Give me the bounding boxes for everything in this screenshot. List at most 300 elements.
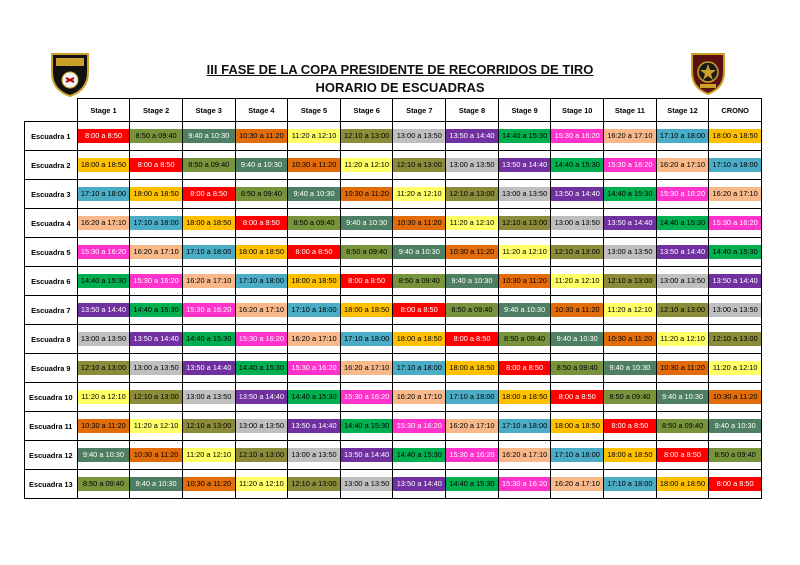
time-slot: 15:30 a 16:20 [236,332,288,346]
time-slot: 10:30 a 11:20 [130,448,182,462]
time-slot: 10:30 a 11:20 [288,158,340,172]
table-row [25,383,762,412]
schedule-cell [235,180,288,209]
time-slot: 13:50 a 14:40 [709,274,761,288]
time-slot: 13:00 a 13:50 [78,332,130,346]
schedule-cell [709,296,762,325]
time-slot: 10:30 a 11:20 [236,129,288,143]
schedule-cell [340,325,393,354]
schedule-cell [340,354,393,383]
time-slot: 18:00 a 18:50 [78,158,130,172]
time-slot: 8:50 a 09:40 [183,158,235,172]
column-header: Stage 10 [551,99,604,122]
time-slot: 8:00 a 8:50 [236,216,288,230]
schedule-cell [340,412,393,441]
schedule-cell [130,325,183,354]
time-slot: 16:20 a 17:10 [393,390,445,404]
column-header: Stage 1 [77,99,130,122]
table-row [25,470,762,499]
time-slot: 17:10 a 18:00 [341,332,393,346]
time-slot: 8:00 a 8:50 [709,477,761,491]
schedule-cell [393,441,446,470]
schedule-cell [130,441,183,470]
time-slot: 8:50 a 09:40 [446,303,498,317]
schedule-cell [604,441,657,470]
schedule-cell [446,441,499,470]
schedule-cell [182,151,235,180]
schedule-cell [551,325,604,354]
time-slot: 8:00 a 8:50 [604,419,656,433]
column-header: Stage 7 [393,99,446,122]
time-slot: 17:10 a 18:00 [709,158,761,172]
schedule-cell [182,209,235,238]
time-slot: 8:00 a 8:50 [78,129,130,143]
schedule-cell [709,325,762,354]
time-slot: 16:20 a 17:10 [183,274,235,288]
schedule-cell [656,151,709,180]
time-slot: 17:10 a 18:00 [288,303,340,317]
schedule-cell [288,267,341,296]
time-slot: 17:10 a 18:00 [604,477,656,491]
schedule-cell [551,209,604,238]
schedule-cell [656,122,709,151]
time-slot: 9:40 a 10:30 [78,448,130,462]
time-slot: 12:10 a 13:00 [604,274,656,288]
time-slot: 8:50 a 09:40 [604,390,656,404]
time-slot: 12:10 a 13:00 [657,303,709,317]
schedule-cell [604,470,657,499]
column-header: Stage 3 [182,99,235,122]
schedule-cell [288,383,341,412]
time-slot: 16:20 a 17:10 [446,419,498,433]
schedule-cell [656,238,709,267]
schedule-cell [498,151,551,180]
squad-label: Escuadra 4 [25,209,78,238]
time-slot: 12:10 a 13:00 [499,216,551,230]
time-slot: 14:40 a 15:30 [288,390,340,404]
table-row [25,267,762,296]
schedule-cell [604,209,657,238]
schedule-cell [551,383,604,412]
schedule-cell [551,180,604,209]
schedule-cell [393,180,446,209]
schedule-cell [393,267,446,296]
schedule-cell [182,470,235,499]
time-slot: 10:30 a 11:20 [709,390,761,404]
time-slot: 13:00 a 13:50 [446,158,498,172]
time-slot: 9:40 a 10:30 [499,303,551,317]
time-slot: 8:00 a 8:50 [183,187,235,201]
time-slot: 17:10 a 18:00 [183,245,235,259]
schedule-cell [182,122,235,151]
schedule-cell [288,325,341,354]
time-slot: 13:50 a 14:40 [604,216,656,230]
time-slot: 17:10 a 18:00 [499,419,551,433]
schedule-cell [656,296,709,325]
time-slot: 13:50 a 14:40 [446,129,498,143]
time-slot: 11:20 a 12:10 [288,129,340,143]
time-slot: 12:10 a 13:00 [78,361,130,375]
schedule-cell [656,383,709,412]
time-slot: 8:50 a 09:40 [709,448,761,462]
time-slot: 12:10 a 13:00 [236,448,288,462]
time-slot: 16:20 a 17:10 [604,129,656,143]
schedule-cell [656,441,709,470]
schedule-cell [340,180,393,209]
schedule-cell [604,151,657,180]
schedule-cell [446,325,499,354]
time-slot: 13:00 a 13:50 [393,129,445,143]
schedule-cell [709,238,762,267]
time-slot: 14:40 a 15:30 [130,303,182,317]
schedule-cell [709,180,762,209]
schedule-cell [77,267,130,296]
schedule-cell [446,209,499,238]
schedule-cell [498,441,551,470]
schedule-cell [604,383,657,412]
schedule-cell [709,122,762,151]
time-slot: 16:20 a 17:10 [341,361,393,375]
time-slot: 15:30 a 16:20 [393,419,445,433]
schedule-cell [551,151,604,180]
schedule-cell [709,354,762,383]
time-slot: 18:00 a 18:50 [499,390,551,404]
schedule-cell [446,122,499,151]
time-slot: 10:30 a 11:20 [499,274,551,288]
schedule-cell [235,354,288,383]
time-slot: 14:40 a 15:30 [551,158,603,172]
time-slot: 16:20 a 17:10 [657,158,709,172]
schedule-cell [235,122,288,151]
time-slot: 13:00 a 13:50 [551,216,603,230]
time-slot: 11:20 a 12:10 [551,274,603,288]
time-slot: 13:00 a 13:50 [499,187,551,201]
time-slot: 13:50 a 14:40 [130,332,182,346]
schedule-cell [498,296,551,325]
schedule-cell [182,354,235,383]
time-slot: 9:40 a 10:30 [657,390,709,404]
squad-label: Escuadra 13 [25,470,78,499]
time-slot: 14:40 a 15:30 [709,245,761,259]
schedule-cell [130,470,183,499]
schedule-cell [182,267,235,296]
table-row [25,122,762,151]
schedule-cell [656,180,709,209]
squad-label: Escuadra 9 [25,354,78,383]
schedule-cell [498,238,551,267]
column-header: Stage 12 [656,99,709,122]
schedule-cell [393,470,446,499]
table-row [25,354,762,383]
schedule-cell [446,296,499,325]
schedule-cell [709,151,762,180]
schedule-cell [235,383,288,412]
time-slot: 13:00 a 13:50 [183,390,235,404]
time-slot: 13:50 a 14:40 [551,187,603,201]
column-header: Stage 5 [288,99,341,122]
squad-label: Escuadra 1 [25,122,78,151]
time-slot: 13:00 a 13:50 [130,361,182,375]
schedule-cell [340,441,393,470]
schedule-cell [393,209,446,238]
schedule-cell [709,267,762,296]
schedule-cell [340,296,393,325]
time-slot: 9:40 a 10:30 [709,419,761,433]
time-slot: 13:50 a 14:40 [341,448,393,462]
time-slot: 8:00 a 8:50 [657,448,709,462]
time-slot: 15:30 a 16:20 [604,158,656,172]
time-slot: 13:50 a 14:40 [393,477,445,491]
time-slot: 11:20 a 12:10 [130,419,182,433]
schedule-cell [498,354,551,383]
time-slot: 10:30 a 11:20 [657,361,709,375]
schedule-cell [130,383,183,412]
schedule-cell [288,296,341,325]
schedule-cell [551,470,604,499]
schedule-cell [656,209,709,238]
schedule-cell [551,412,604,441]
schedule-cell [393,325,446,354]
time-slot: 15:30 a 16:20 [183,303,235,317]
time-slot: 18:00 a 18:50 [709,129,761,143]
schedule-cell [498,267,551,296]
time-slot: 18:00 a 18:50 [393,332,445,346]
schedule-cell [77,354,130,383]
column-header: Stage 9 [498,99,551,122]
time-slot: 13:00 a 13:50 [288,448,340,462]
schedule-cell [288,354,341,383]
time-slot: 10:30 a 11:20 [78,419,130,433]
time-slot: 13:50 a 14:40 [499,158,551,172]
schedule-cell [393,383,446,412]
table-row [25,441,762,470]
time-slot: 12:10 a 13:00 [183,419,235,433]
time-slot: 15:30 a 16:20 [130,274,182,288]
schedule-cell [393,412,446,441]
time-slot: 11:20 a 12:10 [446,216,498,230]
schedule-body [25,122,762,499]
time-slot: 8:50 a 09:40 [393,274,445,288]
schedule-cell [77,470,130,499]
schedule-cell [130,267,183,296]
schedule-cell [235,267,288,296]
time-slot: 11:20 a 12:10 [709,361,761,375]
time-slot: 17:10 a 18:00 [446,390,498,404]
squad-label: Escuadra 2 [25,151,78,180]
time-slot: 14:40 a 15:30 [393,448,445,462]
time-slot: 9:40 a 10:30 [130,477,182,491]
time-slot: 18:00 a 18:50 [183,216,235,230]
schedule-cell [77,383,130,412]
schedule-cell [235,325,288,354]
time-slot: 13:50 a 14:40 [78,303,130,317]
time-slot: 18:00 a 18:50 [551,419,603,433]
table-row [25,151,762,180]
schedule-cell [77,296,130,325]
schedule-cell [182,180,235,209]
table-row [25,180,762,209]
time-slot: 15:30 a 16:20 [709,216,761,230]
schedule-cell [709,209,762,238]
page-subtitle: HORARIO DE ESCUADRAS [315,80,485,95]
schedule-cell [340,238,393,267]
time-slot: 18:00 a 18:50 [657,477,709,491]
time-slot: 8:50 a 09:40 [288,216,340,230]
schedule-cell [235,238,288,267]
time-slot: 8:00 a 8:50 [551,390,603,404]
schedule-cell [130,354,183,383]
time-slot: 11:20 a 12:10 [499,245,551,259]
schedule-cell [182,412,235,441]
time-slot: 14:40 a 15:30 [604,187,656,201]
time-slot: 11:20 a 12:10 [341,158,393,172]
time-slot: 13:00 a 13:50 [709,303,761,317]
schedule-cell [340,151,393,180]
squad-label: Escuadra 12 [25,441,78,470]
schedule-cell [235,470,288,499]
schedule-cell [77,209,130,238]
time-slot: 18:00 a 18:50 [604,448,656,462]
schedule-cell [340,267,393,296]
schedule-cell [551,238,604,267]
schedule-cell [77,238,130,267]
schedule-cell [446,470,499,499]
schedule-cell [498,325,551,354]
schedule-cell [656,412,709,441]
schedule-cell [77,441,130,470]
time-slot: 8:00 a 8:50 [446,332,498,346]
time-slot: 14:40 a 15:30 [499,129,551,143]
schedule-cell [130,122,183,151]
schedule-cell [130,296,183,325]
schedule-cell [604,296,657,325]
time-slot: 17:10 a 18:00 [657,129,709,143]
time-slot: 18:00 a 18:50 [446,361,498,375]
schedule-cell [604,122,657,151]
time-slot: 17:10 a 18:00 [393,361,445,375]
schedule-cell [77,325,130,354]
time-slot: 15:30 a 16:20 [446,448,498,462]
time-slot: 16:20 a 17:10 [709,187,761,201]
time-slot: 8:00 a 8:50 [499,361,551,375]
time-slot: 12:10 a 13:00 [709,332,761,346]
time-slot: 13:50 a 14:40 [183,361,235,375]
schedule-cell [77,412,130,441]
time-slot: 10:30 a 11:20 [604,332,656,346]
schedule-cell [656,470,709,499]
time-slot: 16:20 a 17:10 [130,245,182,259]
time-slot: 8:50 a 09:40 [551,361,603,375]
schedule-cell [446,238,499,267]
time-slot: 10:30 a 11:20 [183,477,235,491]
time-slot: 13:00 a 13:50 [236,419,288,433]
time-slot: 14:40 a 15:30 [446,477,498,491]
table-row [25,412,762,441]
time-slot: 17:10 a 18:00 [236,274,288,288]
time-slot: 17:10 a 18:00 [130,216,182,230]
schedule-cell [77,122,130,151]
squad-label: Escuadra 3 [25,180,78,209]
time-slot: 13:00 a 13:50 [657,274,709,288]
squad-label: Escuadra 5 [25,238,78,267]
table-row [25,325,762,354]
time-slot: 15:30 a 16:20 [78,245,130,259]
column-header: CRONO [709,99,762,122]
time-slot: 14:40 a 15:30 [236,361,288,375]
schedule-cell [551,267,604,296]
table-row [25,296,762,325]
table-row [25,238,762,267]
time-slot: 12:10 a 13:00 [393,158,445,172]
schedule-cell [551,296,604,325]
schedule-cell [551,122,604,151]
time-slot: 17:10 a 18:00 [551,448,603,462]
time-slot: 9:40 a 10:30 [341,216,393,230]
schedule-cell [182,325,235,354]
schedule-cell [288,470,341,499]
schedule-cell [393,151,446,180]
time-slot: 14:40 a 15:30 [78,274,130,288]
time-slot: 9:40 a 10:30 [183,129,235,143]
header-row [25,99,762,122]
schedule-cell [446,180,499,209]
schedule-cell [130,209,183,238]
schedule-cell [604,325,657,354]
schedule-cell [340,383,393,412]
page-title: III FASE DE LA COPA PRESIDENTE DE RECORRIDOS DE TIRO [206,62,594,77]
time-slot: 11:20 a 12:10 [604,303,656,317]
schedule-cell [182,238,235,267]
schedule-cell [656,267,709,296]
squad-label: Escuadra 7 [25,296,78,325]
time-slot: 18:00 a 18:50 [130,187,182,201]
schedule-cell [446,354,499,383]
time-slot: 9:40 a 10:30 [393,245,445,259]
column-header: Stage 6 [340,99,393,122]
time-slot: 12:10 a 13:00 [551,245,603,259]
time-slot: 14:40 a 15:30 [183,332,235,346]
time-slot: 13:00 a 13:50 [341,477,393,491]
time-slot: 8:00 a 8:50 [393,303,445,317]
schedule-cell [498,180,551,209]
schedule-cell [340,122,393,151]
schedule-cell [130,238,183,267]
schedule-cell [77,180,130,209]
time-slot: 18:00 a 18:50 [341,303,393,317]
time-slot: 12:10 a 13:00 [288,477,340,491]
schedule-cell [393,122,446,151]
column-header: Stage 8 [446,99,499,122]
time-slot: 12:10 a 13:00 [446,187,498,201]
time-slot: 10:30 a 11:20 [446,245,498,259]
squad-label: Escuadra 8 [25,325,78,354]
column-header: Stage 4 [235,99,288,122]
time-slot: 8:50 a 09:40 [78,477,130,491]
time-slot: 8:50 a 09:40 [341,245,393,259]
schedule-cell [604,354,657,383]
schedule-cell [77,151,130,180]
schedule-cell [604,412,657,441]
schedule-cell [709,412,762,441]
time-slot: 11:20 a 12:10 [657,332,709,346]
time-slot: 8:50 a 09:40 [236,187,288,201]
schedule-cell [498,383,551,412]
time-slot: 8:50 a 09:40 [657,419,709,433]
schedule-cell [130,412,183,441]
schedule-cell [656,325,709,354]
time-slot: 14:40 a 15:30 [341,419,393,433]
schedule-cell [235,412,288,441]
